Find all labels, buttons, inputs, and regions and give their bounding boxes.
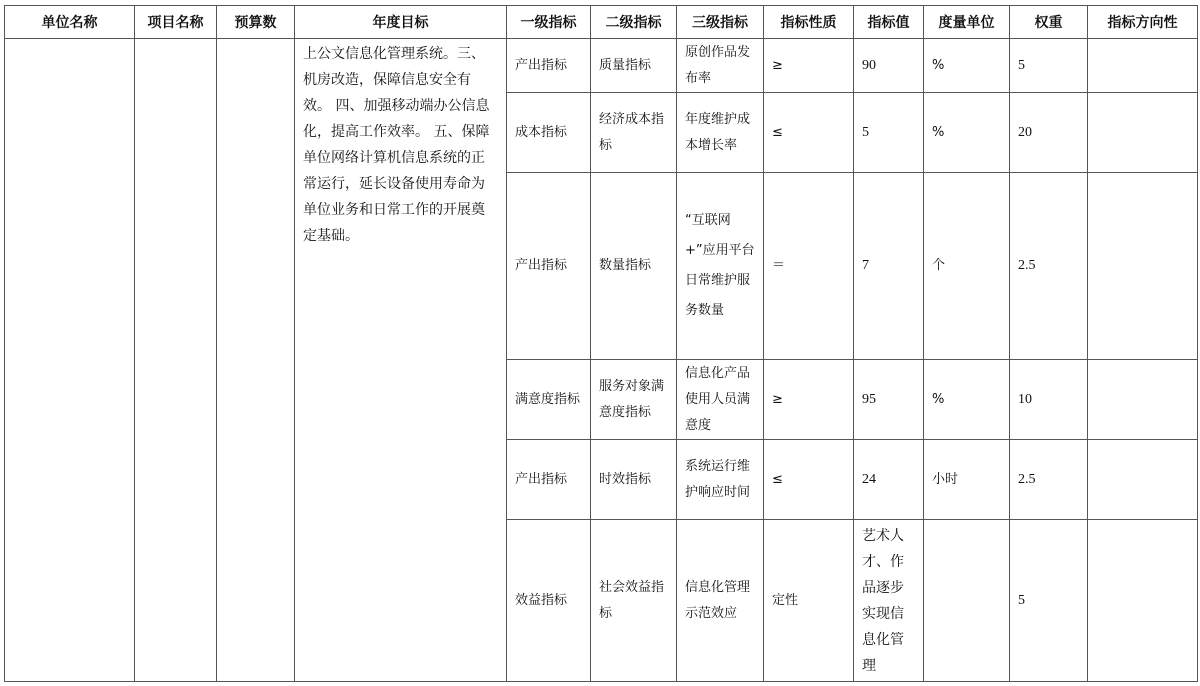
direction-cell — [1088, 520, 1198, 682]
direction-cell — [1088, 173, 1198, 360]
unit-cell: 小时 — [924, 440, 1010, 520]
nature-cell: 定性 — [764, 520, 854, 682]
header-direction: 指标方向性 — [1088, 6, 1198, 39]
level2-cell: 数量指标 — [591, 173, 677, 360]
level2-cell: 社会效益指标 — [591, 520, 677, 682]
header-value: 指标值 — [854, 6, 924, 39]
value-cell: 5 — [854, 93, 924, 173]
nature-cell: ≥ — [764, 39, 854, 93]
header-level2: 二级指标 — [591, 6, 677, 39]
value-cell: 艺术人才、作品逐步实现信息化管理 — [854, 520, 924, 682]
weight-cell: 5 — [1010, 39, 1088, 93]
level1-cell: 产出指标 — [507, 173, 591, 360]
direction-cell — [1088, 93, 1198, 173]
unit-cell: % — [924, 93, 1010, 173]
level1-cell: 成本指标 — [507, 93, 591, 173]
weight-cell: 20 — [1010, 93, 1088, 173]
value-cell: 95 — [854, 360, 924, 440]
unit-cell: 个 — [924, 173, 1010, 360]
direction-cell — [1088, 440, 1198, 520]
header-annual-goal: 年度目标 — [295, 6, 507, 39]
direction-cell — [1088, 39, 1198, 93]
header-unit: 度量单位 — [924, 6, 1010, 39]
budget-cell — [217, 39, 295, 682]
weight-cell: 2.5 — [1010, 173, 1088, 360]
unit-cell: % — [924, 360, 1010, 440]
level3-cell: “互联网+”应用平台日常维护服务数量 — [677, 173, 764, 360]
level1-cell: 效益指标 — [507, 520, 591, 682]
header-nature: 指标性质 — [764, 6, 854, 39]
weight-cell: 2.5 — [1010, 440, 1088, 520]
level3-cell: 系统运行维护响应时间 — [677, 440, 764, 520]
annual-goal-cell: 上公文信息化管理系统。三、机房改造，保障信息安全有效。 四、加强移动端办公信息化，提高工作效率。 五、保障单位网络计算机信息系统的正常运行，延长设备使用寿命为单位业务和日常工作的开展奠定基础。 — [295, 39, 507, 682]
weight-cell: 10 — [1010, 360, 1088, 440]
level2-cell: 服务对象满意度指标 — [591, 360, 677, 440]
nature-cell: ≤ — [764, 93, 854, 173]
header-row — [5, 6, 1198, 39]
unit-cell: % — [924, 39, 1010, 93]
direction-cell — [1088, 360, 1198, 440]
performance-goal-table — [4, 5, 1198, 682]
level1-cell: 产出指标 — [507, 39, 591, 93]
value-cell: 7 — [854, 173, 924, 360]
level2-cell: 经济成本指标 — [591, 93, 677, 173]
level2-cell: 时效指标 — [591, 440, 677, 520]
header-level1: 一级指标 — [507, 6, 591, 39]
level3-cell: 信息化产品使用人员满意度 — [677, 360, 764, 440]
header-unit-name: 单位名称 — [5, 6, 135, 39]
unit-name-cell — [5, 39, 135, 682]
nature-cell: ≤ — [764, 440, 854, 520]
table-row — [5, 39, 1198, 93]
value-cell: 24 — [854, 440, 924, 520]
level3-cell: 信息化管理示范效应 — [677, 520, 764, 682]
nature-cell: ≥ — [764, 360, 854, 440]
weight-cell: 5 — [1010, 520, 1088, 682]
project-name-cell — [135, 39, 217, 682]
value-cell: 90 — [854, 39, 924, 93]
nature-cell: ＝ — [764, 173, 854, 360]
header-weight: 权重 — [1010, 6, 1088, 39]
level1-cell: 满意度指标 — [507, 360, 591, 440]
level1-cell: 产出指标 — [507, 440, 591, 520]
unit-cell — [924, 520, 1010, 682]
header-project-name: 项目名称 — [135, 6, 217, 39]
level3-cell: 原创作品发布率 — [677, 39, 764, 93]
header-budget: 预算数 — [217, 6, 295, 39]
header-level3: 三级指标 — [677, 6, 764, 39]
level2-cell: 质量指标 — [591, 39, 677, 93]
level3-cell: 年度维护成本增长率 — [677, 93, 764, 173]
